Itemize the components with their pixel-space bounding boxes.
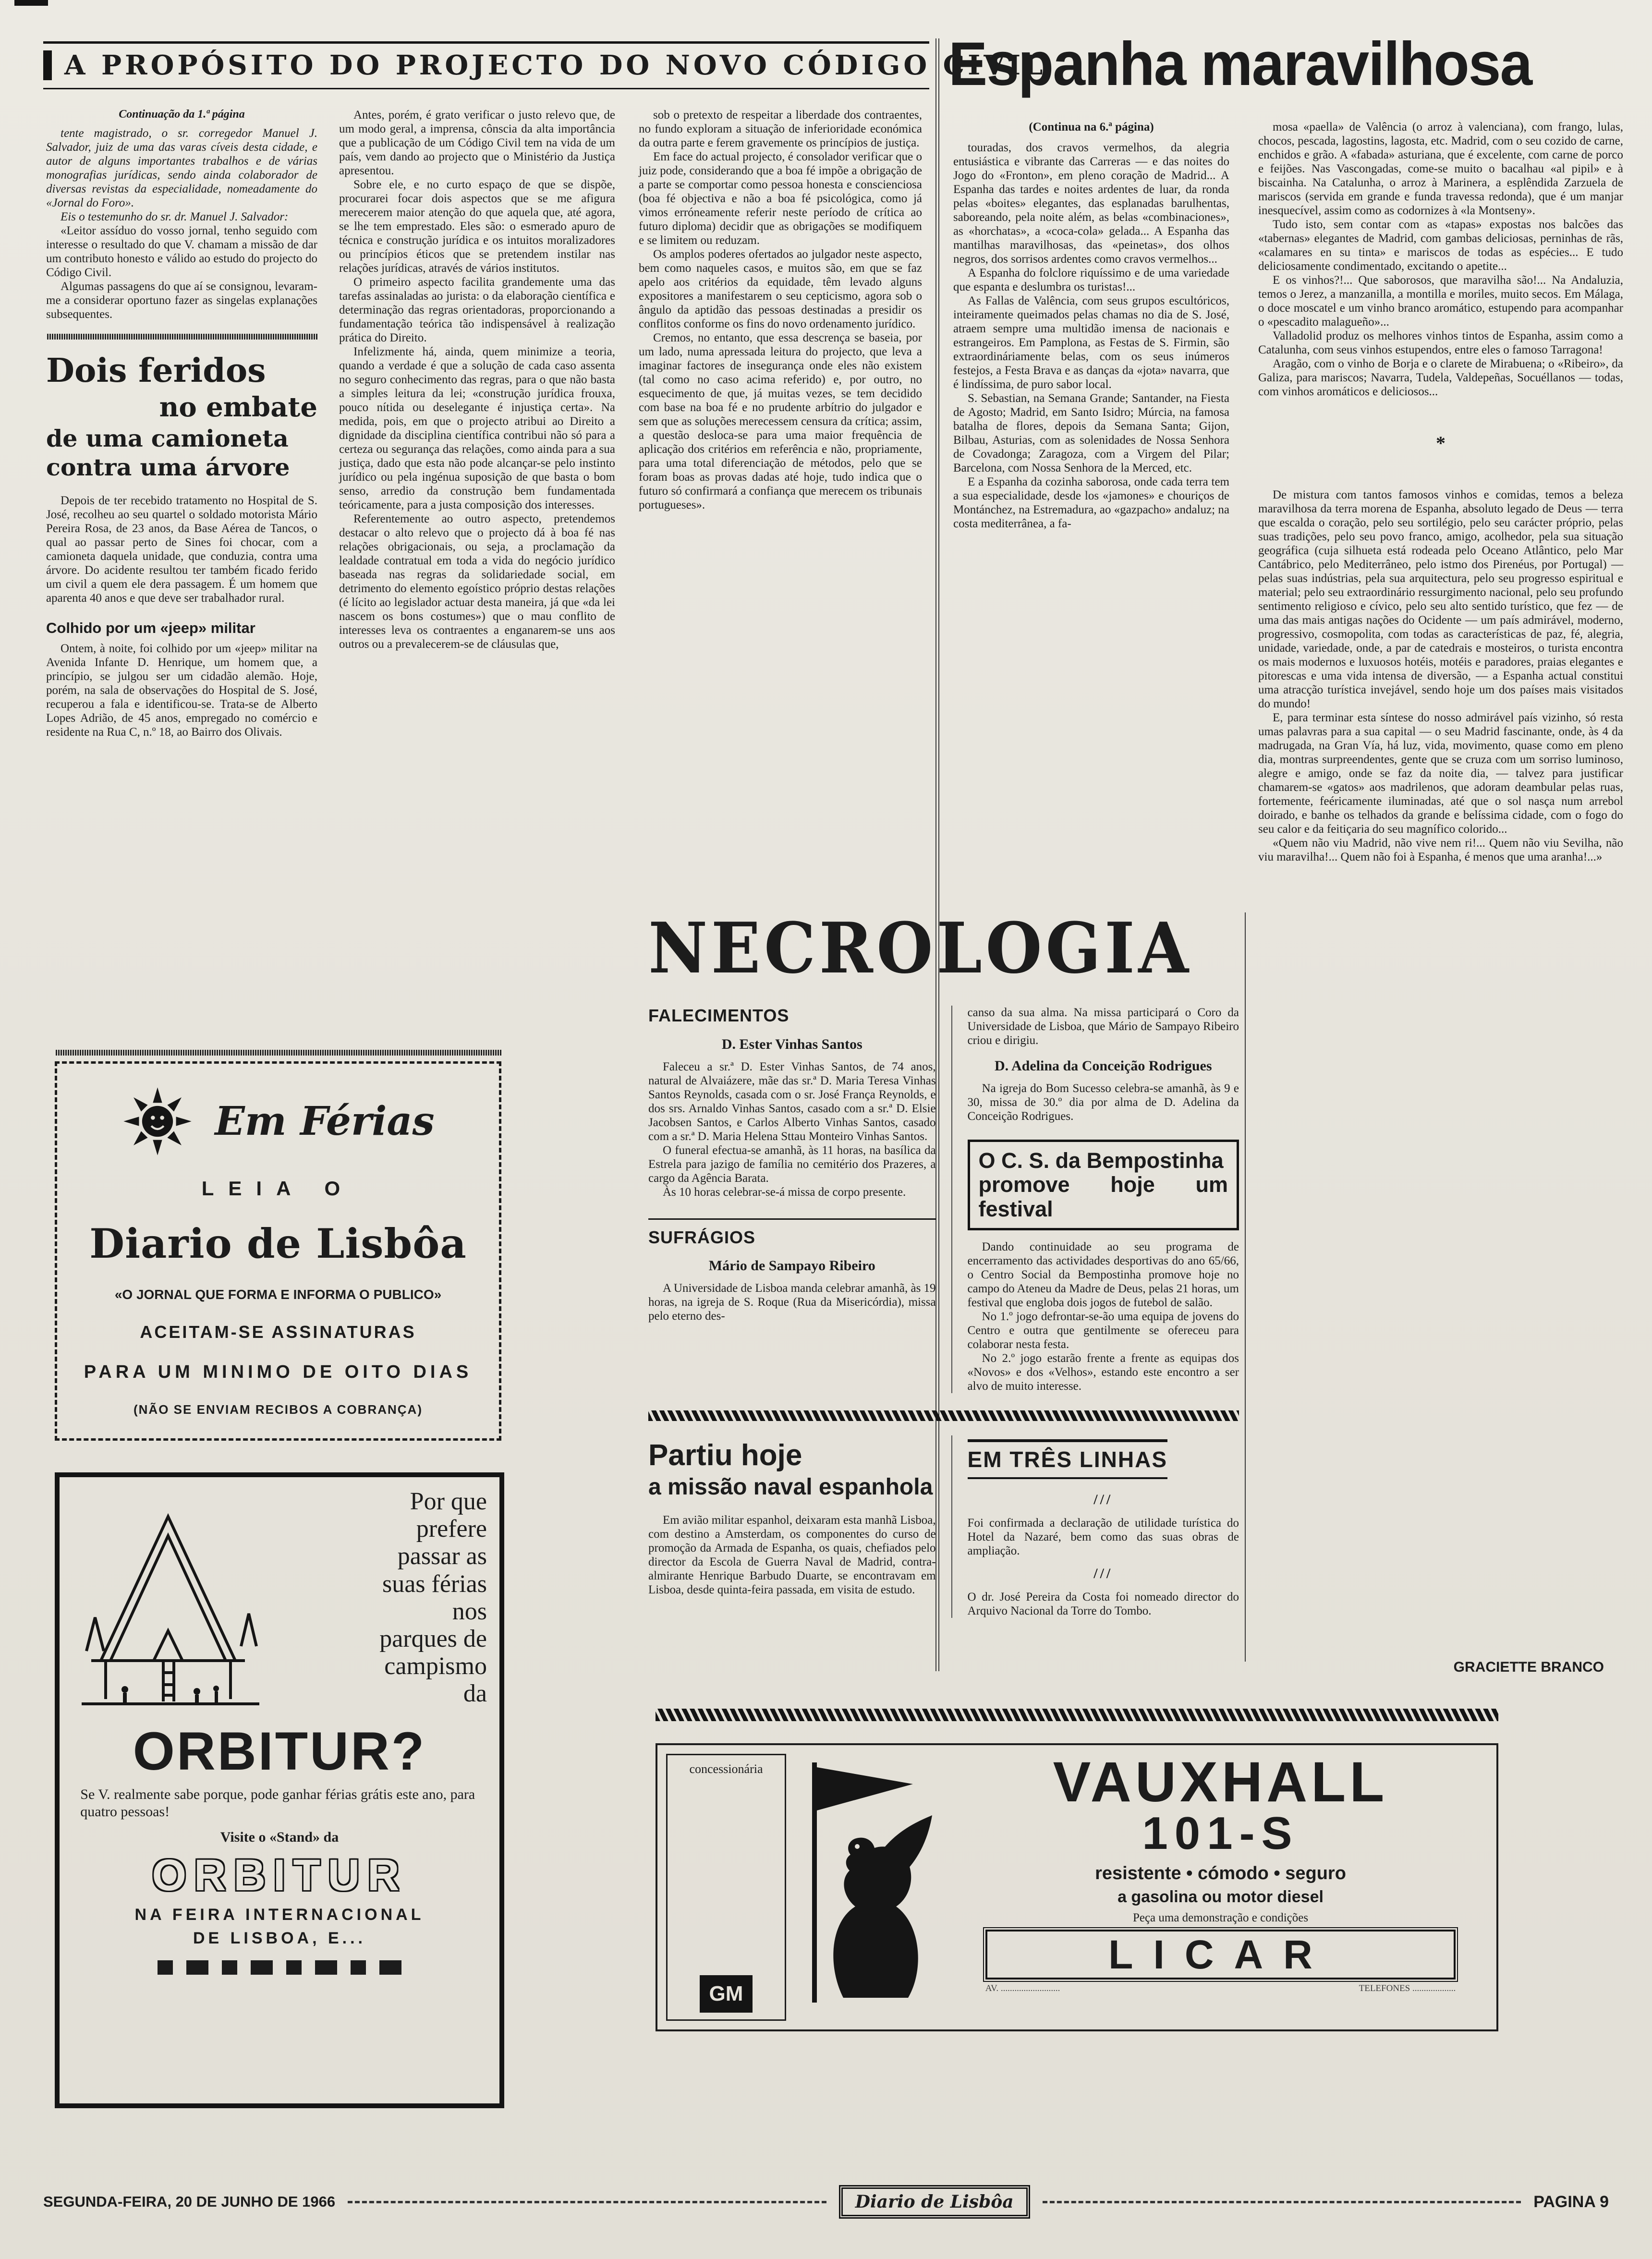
paragraph: S. Sebastian, na Semana Grande; Santander, na Fiesta de Agosto; Madrid, em Santo Isidro; Múrcia, na famosa batalha de flores, depois da Semana Santa; Gijon, Bilbau, Asturias, com as solenidades de Nossa Senhora de Covadonga; Zaragoza, com a Virgem del Pilar; Barcelona, com Nossa Senhora de la Merced, etc. [953,392,1229,474]
section-divider-rule [46,334,317,340]
adelina-body [968,1081,1239,1123]
vauxhall-fine-print [985,1983,1456,1994]
falecimentos-subhead: FALECIMENTOS [648,1006,790,1025]
tres-linhas-title: EM TRÊS LINHAS [968,1439,1167,1479]
vauxhall-ad [656,1743,1498,2031]
dois-feridos-title-1: Dois feridos [46,351,266,390]
paragraph: Antes, porém, é grato verificar o justo relevo que, de um modo geral, a imprensa, cônscia da alta importância que a publicação de um Código Civil tem na vida de um país, vem dando ao projecto que o Ministério da Justiça apresentou. [339,109,615,177]
heavy-divider-rule [656,1709,1498,1721]
gm-logo: GM [700,1975,753,2013]
tres-linhas-article [951,1435,1239,1618]
paragraph: Na igreja do Bom Sucesso celebra-se amanhã, às 9 e 30, missa de 30.º dia por alma de D. Adelina da Conceição Rodrigues. [967,1081,1239,1123]
codigo-civil-column-1 [46,108,317,739]
ferias-script-title: Em Férias [215,1098,435,1144]
orbitur-ad-top [72,1488,487,1713]
dois-feridos-title-3: de uma camioneta [46,424,289,452]
sampayo-continuation: canso da sua alma. Na missa participará o Coro da Universidade de Lisboa, que Mário de Sampayo Ribeiro criou e dirigiu. [967,1006,1239,1047]
codigo-civil-headline-block [43,41,1046,89]
colhido-jeep-subhead: Colhido por um «jeep» militar [46,619,255,637]
scan-artifact [14,0,48,6]
ferias-slogan: «O JORNAL QUE FORMA E INFORMA O PUBLICO» [114,1287,442,1302]
paragraph: O funeral efectua-se amanhã, às 11 horas, na basílica da Estrela para jazigo de família no cemitério dos Prazeres, a cargo da Agência Barata. [648,1143,936,1185]
espanha-continua-note: (Continua na 6.ª página) [1029,121,1154,134]
concessionaire-label: concessionária [689,1762,763,1776]
ferias-line-3: (NÃO SE ENVIAM RECIBOS A COBRANÇA) [134,1402,423,1417]
orbitur-intro-line: parques de [379,1625,487,1652]
vauxhall-brand: VAUXHALL [1053,1750,1388,1814]
diario-masthead-logo: Diario de Lisbôa [89,1219,467,1267]
necrologia-left-column [648,1006,936,1393]
orbitur-intro-line: nos [452,1597,487,1625]
footer-masthead-box: Diario de Lisbôa [839,2185,1030,2219]
missao-title-2: a missão naval espanhola [648,1474,933,1500]
bempostinha-article [968,1140,1239,1393]
tres-linhas-item: Foi confirmada a declaração de utilidade turística do Hotel da Nazaré, bem como das suas obras de ampliação. [967,1517,1239,1558]
sun-icon [121,1085,194,1157]
colhido-jeep-body [46,642,317,739]
sufragios-subhead: SUFRÁGIOS [648,1218,936,1248]
paragraph: mosa «paella» de Valência (o arroz à valenciana), com frango, lulas, chocos, pescada, lagostins, lagosta, etc. Madrid, com o seu cozido de carne, enchidos e grão. A «fabada» asturiana, que é excelente, com carne de porco e feijões. Nas Vascongadas, come-se muito o bacalhau «al pipil» e à biscainha. Na Catalunha, o arroz à Marinera, a esplêndida Zarzuela de mariscos (servida em grande e funda travessa redonda), que é um manjar inesquecível, assim como as codornizes à «la Montseny». [1258,121,1623,217]
missao-title-1: Partiu hoje [648,1438,802,1472]
necrologia-section [648,908,1239,1618]
paragraph: Infelizmente há, ainda, quem minimize a teoria, quando a verdade é que a solução de cada caso assenta no seguro conhecimento das regras, para o que não basta a simples leitura da lei; «construção jurídica frouxa, pouco nítida ou deselegante é injustiça certa». Na medida, pois, em que o projecto atribui ao Direito a dignidade da disciplina científica contribui não só para a certeza ou segurança das relações, como ainda para a sua justiça, dado que esta não pode alcançar-se pelo instinto jurídico ou pela ingénua suposição de que basta o bom senso, arredio da construção bem fundamentada teóricamente, para a justa composição dos interesses. [339,345,615,511]
slash-separator: /// [1093,1492,1113,1508]
paragraph: touradas, dos cravos vermelhos, da alegria entusiástica e vibrante das Carreras — e das noites do Jogo do «Fronton», em pleno coração de Madrid... A Espanha das tardes e noites ardentes de luar, da ronda pelas «boites» elegantes, das esplanadas barulhentas, saboreando, pela noite além, as belas «combinaciones», as «horchatas», a «coca-cola» gelada... A Espanha das mantilhas maravilhosas, das «peinetas», dos olhos negros, dos sorrisos ardentes como cravos vermelhos... [953,141,1229,266]
paragraph: As Fallas de Valência, com seus grupos escultóricos, inteiramente queimados pelas chamas no dia de S. José, atraem sempre uma multidão imensa de nacionais e estrangeiros. Em Pamplona, as Festas de S. Firmin, são extraordináriamente belas, com os seus inúmeros festejos, a Festa Brava e as danças da «jota» navarra, que é lindíssima, de puro sabor local. [953,294,1229,391]
paragraph: Algumas passagens do que aí se consignou, levaram-me a considerar oportuno fazer as singelas explanações subsequentes. [46,279,317,321]
necrologia-columns [648,1006,1239,1393]
continuation-note: Continuação da 1.ª página [119,108,245,121]
deceased-name: D. Adelina da Conceição Rodrigues [995,1058,1212,1074]
deceased-name: Mário de Sampayo Ribeiro [708,1258,875,1274]
tres-linhas-item: O dr. José Pereira da Costa foi nomeado director do Arquivo Nacional da Torre do Tombo. [967,1590,1239,1617]
paragraph: sob o pretexto de respeitar a liberdade dos contraentes, no fundo exploram a situação de inferioridade económica da outra parte e ferem gravemente os princípios de justiça. [639,109,922,149]
slash-separator: /// [1093,1566,1113,1582]
paragraph: Valladolid produz os melhores vinhos tintos de Espanha, assim como a Catalunha, com seus vinhos estupendos, entre eles o famoso Tarragona! [1258,329,1623,356]
dois-feridos-article [46,352,317,739]
orbitur-intro-line: prefere [416,1515,487,1543]
orbitur-intro-line: da [463,1680,487,1708]
bempostinha-title-2: promove hoje um festival [978,1172,1228,1221]
concessionaire-box [666,1754,786,2021]
paragraph: O primeiro aspecto facilita grandemente uma das tarefas assinaladas ao jurista: o da elaboração científica e determinação das regras orientadoras, proporcionando a fundamentação teórica tão indispensável à realização prática do Direito. [339,276,615,344]
necrologia-title: NECROLOGIA [648,908,1192,989]
asterisk-separator: * [1436,432,1446,454]
codigo-civil-column-2 [339,108,615,651]
paragraph: E a Espanha da cozinha saborosa, onde cada terra tem a sua especialidade, desde los «jamones» e chouriços de Montánchez, na Estremadura, ao «gazpacho» andaluz; na costa mediterrânea, a fa- [953,475,1229,530]
espanha-col2-part-b [1258,488,1623,864]
ferias-ad-header [121,1085,434,1157]
paragraph: Referentemente ao outro aspecto, pretendemos destacar o alto relevo que o projecto dá à boa fé nas relações obrigacionais, ou seja, a proclamação da lealdade contratual em toda a vida do negócio jurídico baseada nas regras da solidariedade social, em detrimento do elemento egoístico próprio destas relações (é lícito ao legislador actuar desta maneira, já que «da lei nascem os bons costumes») que o mau conflito de interesses leva os contraentes a enganarem-se uns aos outros ou a prevalecerem-se de cláusulas que, [339,512,615,651]
footer-page-number: PAGINA 9 [1533,2192,1609,2211]
bempostinha-body [968,1240,1239,1393]
paragraph: Cremos, no entanto, que essa descrença se baseia, por um lado, numa apressada leitura do projecto, que leva a imaginar factores de insegurança onde eles não existem (tal como no caso acima referido) e, por outro, no esquecimento de que, já muitas vezes, se tem decidido com base na boa fé e no prudente arbítrio do julgador e sem que as soluções merecessem censura da crítica; assim, a questão desloca-se para uma maior frequência de aplicação dos critérios em referência e não, propriamente, para uma total diferenciação de métodos, pelo que se foram boas as provas dadas até hoje, tudo indica que o futuro só confirmará a confiança que merecem os tribunais portugueses». [639,331,922,511]
paragraph: Eis o testemunho do sr. dr. Manuel J. Salvador: [61,210,289,223]
orbitur-intro-lines [269,1488,487,1713]
section-divider-rule [55,1050,501,1056]
codigo-col1-body [46,224,317,321]
paragraph: tente magistrado, o sr. corregedor Manuel J. Salvador, juiz de uma das varas cíveis desta cidade, e autor de alguns importantes trabalhos e de várias monografias jurídicas, sendo ainda colaborador de diversas revistas da especialidade, nomeadamente do «Jornal do Foro». [46,126,317,209]
vauxhall-ad-copy [953,1750,1488,2021]
vauxhall-fuel-line: a gasolina ou motor diesel [1118,1888,1324,1906]
espanha-col2-part-a [1258,120,1623,399]
paragraph: Em face do actual projecto, é consolador verificar que o juiz pode, considerando que a boa fé impõe a obrigação de a parte se comportar como pessoa honesta e conscienciosa (boa fé objectiva e não a boa fé psicológica, como já vimos erróneamente referir neste período de crítica ao futuro diploma) decidir que as obrigações se modifiquem e se limitem ou reduzam. [639,150,922,247]
espanha-title: Espanha maravilhosa [948,30,1532,98]
orbitur-intro-line: passar as [397,1542,487,1570]
orbitur-outline-logo: ORBITUR [152,1851,407,1900]
codigo-civil-title: A PROPÓSITO DO PROJECTO DO NOVO CÓDIGO CIVIL [64,49,1046,81]
paragraph: Em avião militar espanhol, deixaram esta manhã Lisboa, com destino a Amsterdam, os componentes do curso de promoção da Armada de Espanha, os quais, chefiados pelo director da Escola de Guerra Naval de Madrid, contra-almirante Henrique Barbudo Duarte, se encontravam em Lisboa, desde quinta-feira passada, em visita de estudo. [648,1513,936,1596]
licar-dealer-logo: LICAR [985,1930,1456,1980]
paragraph: Os amplos poderes ofertados ao julgador neste aspecto, bem como naqueles casos, e muitos são, em que se faz apelo aos critérios da equidade, têm levado alguns expositores a manifestarem o seu cepticismo, agora sob o ângulo da aptidão das pessoas destinadas a presidir os conflitos conforme os fins do novo ordenamento jurídico. [639,248,922,330]
deceased-name: D. Ester Vinhas Santos [721,1036,862,1052]
necro-column-divider [1245,912,1246,1662]
heavy-divider-rule [648,1410,1239,1421]
footer-dashed-rule [348,2201,826,2203]
orbitur-visit-line: Visite o «Stand» da [220,1829,339,1845]
orbitur-intro-line: Por que [410,1488,487,1515]
espanha-column-1 [953,120,1229,531]
paragraph: Aragão, com o vinho de Borja e o clarete de Mirabuena; o «Ribeiro», da Galiza, para mariscos; Navarra, Tudela, Valdepeñas, Socuéllanos — todas, com vinhos aromáticos e deliciosos... [1258,357,1623,398]
orbitur-body-text: Se V. realmente sabe porque, pode ganhar férias grátis este ano, para quatro pessoas! [80,1786,475,1820]
orbitur-fair-line-1: NA FEIRA INTERNACIONAL [134,1906,425,1924]
headline-left-bar [43,50,52,80]
orbitur-ad [55,1472,504,2108]
dois-feridos-body [46,494,317,605]
bempostinha-title-1: O C. S. da Bempostinha [978,1148,1224,1173]
paragraph: Ontem, à noite, foi colhido por um «jeep» militar na Avenida Infante D. Henrique, um homem que, a princípio, se julgou ser um cidadão alemão. Hoje, porém, na sala de observações do Hospital de S. José, recuperou a fala e identificou-se. Trata-se de Alberto Lopes Adrião, de 45 anos, empregado no comércio e residente na Rua C, n.º 18, ao Bairro dos Olivais. [46,642,317,739]
paragraph: Faleceu a sr.ª D. Ester Vinhas Santos, de 74 anos, natural de Alvaiázere, mãe das sr.ª D. Maria Teresa Vinhas Santos Reynolds, casada com o sr. José França Reynolds, e dos srs. Arnaldo Vinhas Santos, casado com a sr.ª D. Elsie Jacobsen Santos, e Carlos Alberto Vinhas Santos, casado com a sr.ª D. Maria Helena Sttau Monteiro Vinhas Santos. [648,1060,936,1143]
paragraph: No 1.º jogo defrontar-se-ão uma equipa de jovens do Centro e outra que gentilmente se ofereceu para colaborar nesta festa. [967,1310,1239,1351]
diario-subscription-ad [55,1061,501,1441]
ferias-line-2: PARA UM MINIMO DE OITO DIAS [84,1361,473,1382]
bempostinha-title-box [968,1140,1239,1230]
leia-o-label: LEIA O [201,1177,355,1200]
paragraph: «Quem não viu Madrid, não vive nem ri!... Quem não viu Sevilha, não viu maravilha!... Quem não foi à Espanha, é menos que uma aranha!...» [1258,837,1623,864]
vauxhall-slogan: resistente • cómodo • seguro [1095,1863,1346,1883]
lower-columns [648,1435,1239,1618]
paragraph: «Leitor assíduo do vosso jornal, tenho seguido com interesse o resultado do que V. chamam a missão de dar um contributo honesto e válido ao estudo do projecto do Código Civil. [46,224,317,279]
missao-naval-article [648,1435,936,1618]
illegible-logo-strip [158,1960,401,1975]
vauxhall-model: 101-S [1142,1808,1299,1859]
orbitur-intro-line: campismo [384,1652,487,1680]
paragraph: No 2.º jogo estarão frente a frente as equipas dos «Novos» e dos «Velhos», estando este encontro a ser alvo de muito interesse. [967,1351,1239,1393]
fine-print-address: AV. .......................... [985,1983,1060,1993]
ester-body [648,1060,936,1199]
paragraph: Dando continuidade ao seu programa de encerramento das actividades desportivas do ano 65/66, o Centro Social da Bempostinha promove hoje no campo do Ateneu da Madre de Deus, pelas 21 horas, um festival que engloba dois jogos de futebol de salão. [967,1240,1239,1309]
paragraph: E os vinhos?!... Que saborosos, que maravilha são!... Na Andaluzia, temos o Jerez, a manzanilla, a montilla e moriles, muito secos. Em Málaga, o doce moscatel e um vinho branco aromático, estupendo para acompanhar o «pescadito malagueño»... [1258,274,1623,328]
author-signature: GRACIETTE BRANCO [1453,1659,1604,1676]
espanha-col1-body [953,141,1229,531]
paragraph: Às 10 horas celebrar-se-á missa de corpo presente. [663,1185,906,1199]
footer-dashed-rule [1043,2201,1521,2203]
footer-date: SEGUNDA-FEIRA, 20 DE JUNHO DE 1966 [43,2193,336,2210]
page-footer [43,2185,1609,2219]
missao-body [648,1513,936,1597]
dois-feridos-title-4: contra uma árvore [46,453,290,482]
paragraph: Tudo isto, sem contar com as «tapas» expostas nos balcões das «tabernas» elegantes de Madrid, com gambas deliciosas, perninhas de rãs, «calamares en su tinta» e mariscos de todas as espécies... E tudo deliciosamente condimentado, excitando o apetite... [1258,218,1623,273]
codigo-civil-column-3 [639,108,922,512]
paragraph: Depois de ter recebido tratamento no Hospital de S. José, recolheu ao seu quartel o soldado motorista Mário Pereira Rosa, de 23 anos, da Base Aérea de Tancos, o qual ao passar perto de Sines foi chocar, com a camioneta daquela unidade, que conduzia, contra uma árvore. Do acidente resultou ter também ficado ferido um civil a quem ele dera passagem. É um homem que aparenta 40 anos e que deve ser trabalhador rural. [46,494,317,605]
orbitur-intro-line: suas férias [382,1570,487,1598]
orbitur-fair-line-2: DE LISBOA, E... [193,1929,366,1947]
vauxhall-demo-line: Peça uma demonstração e condições [1132,1911,1309,1924]
codigo-civil-headline-row [43,49,1046,81]
dois-feridos-title-2: no embate [159,391,317,423]
paragraph: E, para terminar esta síntese do nosso admirável país vizinho, só resta umas palavras para a sua capital — o seu Madrid fascinante, onde, às 4 da madrugada, na Gran Vía, há luz, vida, movimento, quase como em pleno dia, montras surpreendentes, gente que se cruza com um sorriso luminoso, alegre e amigo, onde se faz da noite dia, — talvez para justificar chamarem-se «gatos» aos madrilenos, que adoram deambular pelas ruas, fortemente, feéricamente iluminadas, até que o sol nasça num arrebol doirado, e banhe os telhados da grande e belíssima cidade, com o fogo do seu calor e da feitiçaria do seu magnífico colorido... [1258,711,1623,836]
orbitur-brand-question: ORBITUR? [133,1721,426,1781]
campsite-cabin-illustration [72,1488,264,1713]
necrologia-right-column [951,1006,1239,1393]
ferias-line-1: ACEITAM-SE ASSINATURAS [140,1322,416,1342]
codigo-col1-intro [46,126,317,224]
vauxhall-griffin-logo [798,1758,942,2017]
paragraph: De mistura com tantos famosos vinhos e comidas, temos a beleza maravilhosa da terra morena de Espanha, absoluto legado de Deus — terra que escalda o coração, pelo seu sortilégio, pelo seu carácter próprio, pelas suas tradições, pelo seu povo franco, amigo, acolhedor, pela sua situação geográfica (cuja silhueta está rodeada pelo Oceano Atlântico, pelo Mar Cantábrico, pelo Mediterrâneo, pelo istmo dos Pirenéus, por Portugal) — pelas suas indústrias, pela sua arquitectura, pelo seu progresso espiritual e material; pelo seu extraordinário ressurgimento nacional, pelo seu profundo sentimento religioso e cívico, pelo seu alto sentido turístico, que fez — de uma das mais antigas nações do Ocidente — um país admirável, moderno, progressivo, cosmopolita, com todas as características de paz, fé, alegria, unidade, variedade, onde, a par de catedrais e mosteiros, o turista encontra os mais modernos e luxuosos hotéis, motéis e paradores, praias elegantes e pitorescas e uma vida intensa de diversão, — a Espanha actual constitui uma atracção turística invejável, sendo hoje um dos países mais visitados do mundo! [1258,488,1623,711]
espanha-column-2 [1258,120,1623,1676]
paragraph: A Universidade de Lisboa manda celebrar amanhã, às 19 horas, na igreja de S. Roque (Rua da Misericórdia), missa pelo eterno des- [648,1282,936,1323]
paragraph: A Espanha do folclore riquíssimo e de uma variedade que espanta e deslumbra os turistas!... [953,267,1229,293]
fine-print-phone: TELEFONES ................... [1359,1983,1456,1993]
sampayo-body [648,1281,936,1323]
paragraph: Sobre ele, e no curto espaço de que se dispõe, procurarei focar dois aspectos que se me afigura merecerem maior atenção do que aquela que, até agora, se lhe tem emprestado. Eles são: o esmerado apuro de técnica e construção jurídica e os intuitos moralizadores ou princípios éticos que se pretendem instilar nas relações jurídicas, através de vários institutos. [339,178,615,275]
